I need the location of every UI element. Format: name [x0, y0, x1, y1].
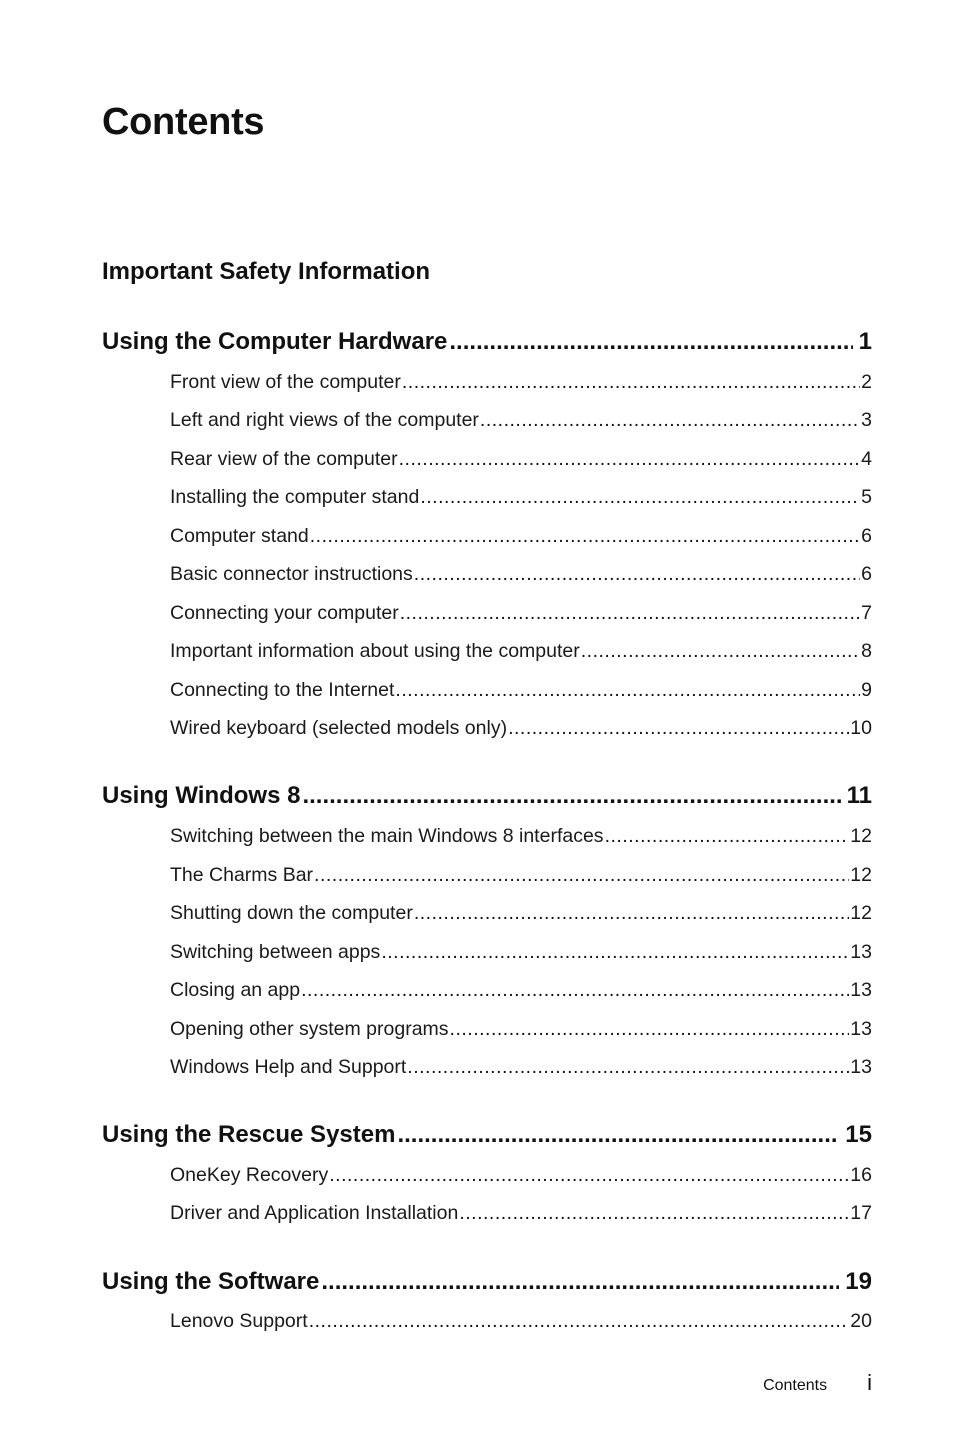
toc-page-number: 12 — [850, 902, 872, 924]
dot-leader — [329, 1161, 849, 1189]
toc-section-title: Important information about using the computer — [170, 640, 580, 662]
toc-section[interactable] — [170, 445, 872, 473]
toc-section[interactable] — [170, 406, 872, 434]
toc-page-number: 1 — [858, 328, 872, 355]
toc-section[interactable] — [170, 637, 872, 665]
dot-leader — [321, 1265, 839, 1299]
toc-section[interactable] — [170, 861, 872, 889]
toc-section[interactable] — [170, 976, 872, 1004]
dot-leader — [397, 1118, 839, 1152]
toc-section-title: Wired keyboard (selected models only) — [170, 717, 508, 739]
footer-label: Contents — [763, 1377, 828, 1394]
toc-section-title: Front view of the computer — [170, 371, 401, 393]
toc-section-title: Basic connector instructions — [170, 563, 413, 585]
toc-section[interactable] — [170, 368, 872, 396]
toc-section[interactable] — [170, 676, 872, 704]
toc-page-number: 20 — [850, 1310, 872, 1332]
toc-section[interactable] — [170, 1307, 872, 1335]
toc-section-title: Driver and Application Installation — [170, 1202, 459, 1224]
dot-leader — [309, 1307, 850, 1335]
toc-section[interactable] — [170, 483, 872, 511]
toc-page-number: 17 — [850, 1202, 872, 1224]
toc-section-title: Left and right views of the computer — [170, 409, 479, 431]
dot-leader — [310, 522, 860, 550]
toc-page-number: 11 — [846, 782, 872, 809]
toc-chapter-software[interactable] — [102, 1265, 872, 1299]
toc-chapter-hardware[interactable] — [102, 325, 872, 359]
toc-section-title: Installing the computer stand — [170, 486, 420, 508]
dot-leader — [301, 976, 849, 1004]
toc-section-title: Rear view of the computer — [170, 448, 398, 470]
toc-page-number: 9 — [861, 679, 872, 701]
toc-section-title: Shutting down the computer — [170, 902, 413, 924]
toc-section[interactable] — [170, 1015, 872, 1043]
page-footer — [700, 1370, 872, 1396]
toc-section[interactable] — [170, 599, 872, 627]
toc-page-number: 15 — [845, 1121, 872, 1148]
footer-page-number: i — [867, 1370, 872, 1395]
dot-leader — [402, 368, 860, 396]
dot-leader — [605, 822, 850, 850]
dot-leader — [395, 676, 860, 704]
dot-leader — [302, 779, 840, 813]
toc-section-title: Opening other system programs — [170, 1018, 449, 1040]
toc-section-title: The Charms Bar — [170, 864, 314, 886]
toc-page-number: 8 — [861, 640, 872, 662]
toc-page-number: 19 — [845, 1268, 872, 1295]
toc-page-number: 3 — [861, 409, 872, 431]
dot-leader — [400, 599, 860, 627]
toc-page-number: 16 — [850, 1164, 872, 1186]
toc-section-title: Connecting to the Internet — [170, 679, 395, 701]
toc-section-title: Switching between apps — [170, 941, 381, 963]
dot-leader — [399, 445, 861, 473]
toc-page-number: 7 — [861, 602, 872, 624]
toc-section[interactable] — [170, 899, 872, 927]
toc-section-title: Connecting your computer — [170, 602, 399, 624]
toc-section[interactable] — [170, 938, 872, 966]
toc-chapter-title: Important Safety Information — [102, 258, 431, 285]
toc-section-title: Lenovo Support — [170, 1310, 308, 1332]
toc-chapter-title: Using the Computer Hardware — [102, 328, 448, 355]
toc-page-number: 13 — [850, 1018, 872, 1040]
toc-page-number: 6 — [861, 525, 872, 547]
toc-section[interactable] — [170, 822, 872, 850]
toc-section-title: Closing an app — [170, 979, 301, 1001]
toc-page-number: 13 — [850, 941, 872, 963]
toc-section[interactable] — [170, 1199, 872, 1227]
toc-chapter-windows[interactable] — [102, 779, 872, 813]
dot-leader — [459, 1199, 849, 1227]
page-title: Contents — [102, 101, 265, 143]
toc-chapter-title: Using Windows 8 — [102, 782, 301, 809]
toc-page-number: 13 — [850, 979, 872, 1001]
toc-chapter-title: Using the Software — [102, 1268, 320, 1295]
dot-leader — [414, 560, 860, 588]
dot-leader — [450, 1015, 850, 1043]
toc-chapter-rescue[interactable] — [102, 1118, 872, 1152]
toc-page-number: 4 — [861, 448, 872, 470]
toc-chapter-title: Using the Rescue System — [102, 1121, 396, 1148]
toc-entry-safety[interactable] — [102, 255, 430, 289]
dot-leader — [449, 325, 852, 359]
toc-page-number: 6 — [861, 563, 872, 585]
toc-section[interactable] — [170, 714, 872, 742]
toc-page-number: 5 — [861, 486, 872, 508]
toc-section-title: Switching between the main Windows 8 interfaces — [170, 825, 604, 847]
dot-leader — [314, 861, 849, 889]
dot-leader — [407, 1053, 849, 1081]
toc-page-number: 10 — [850, 717, 872, 739]
toc-section[interactable] — [170, 522, 872, 550]
toc-section-title: OneKey Recovery — [170, 1164, 329, 1186]
dot-leader — [381, 938, 849, 966]
toc-page-number: 12 — [850, 825, 872, 847]
dot-leader — [414, 899, 849, 927]
dot-leader — [480, 406, 860, 434]
toc-section[interactable] — [170, 1053, 872, 1081]
toc-section[interactable] — [170, 1161, 872, 1189]
toc-section-title: Computer stand — [170, 525, 309, 547]
dot-leader — [420, 483, 860, 511]
toc-section[interactable] — [170, 560, 872, 588]
toc-page-number: 13 — [850, 1056, 872, 1078]
toc-page-number: 12 — [850, 864, 872, 886]
toc-section-title: Windows Help and Support — [170, 1056, 407, 1078]
dot-leader — [581, 637, 860, 665]
dot-leader — [508, 714, 849, 742]
toc-page-number: 2 — [861, 371, 872, 393]
